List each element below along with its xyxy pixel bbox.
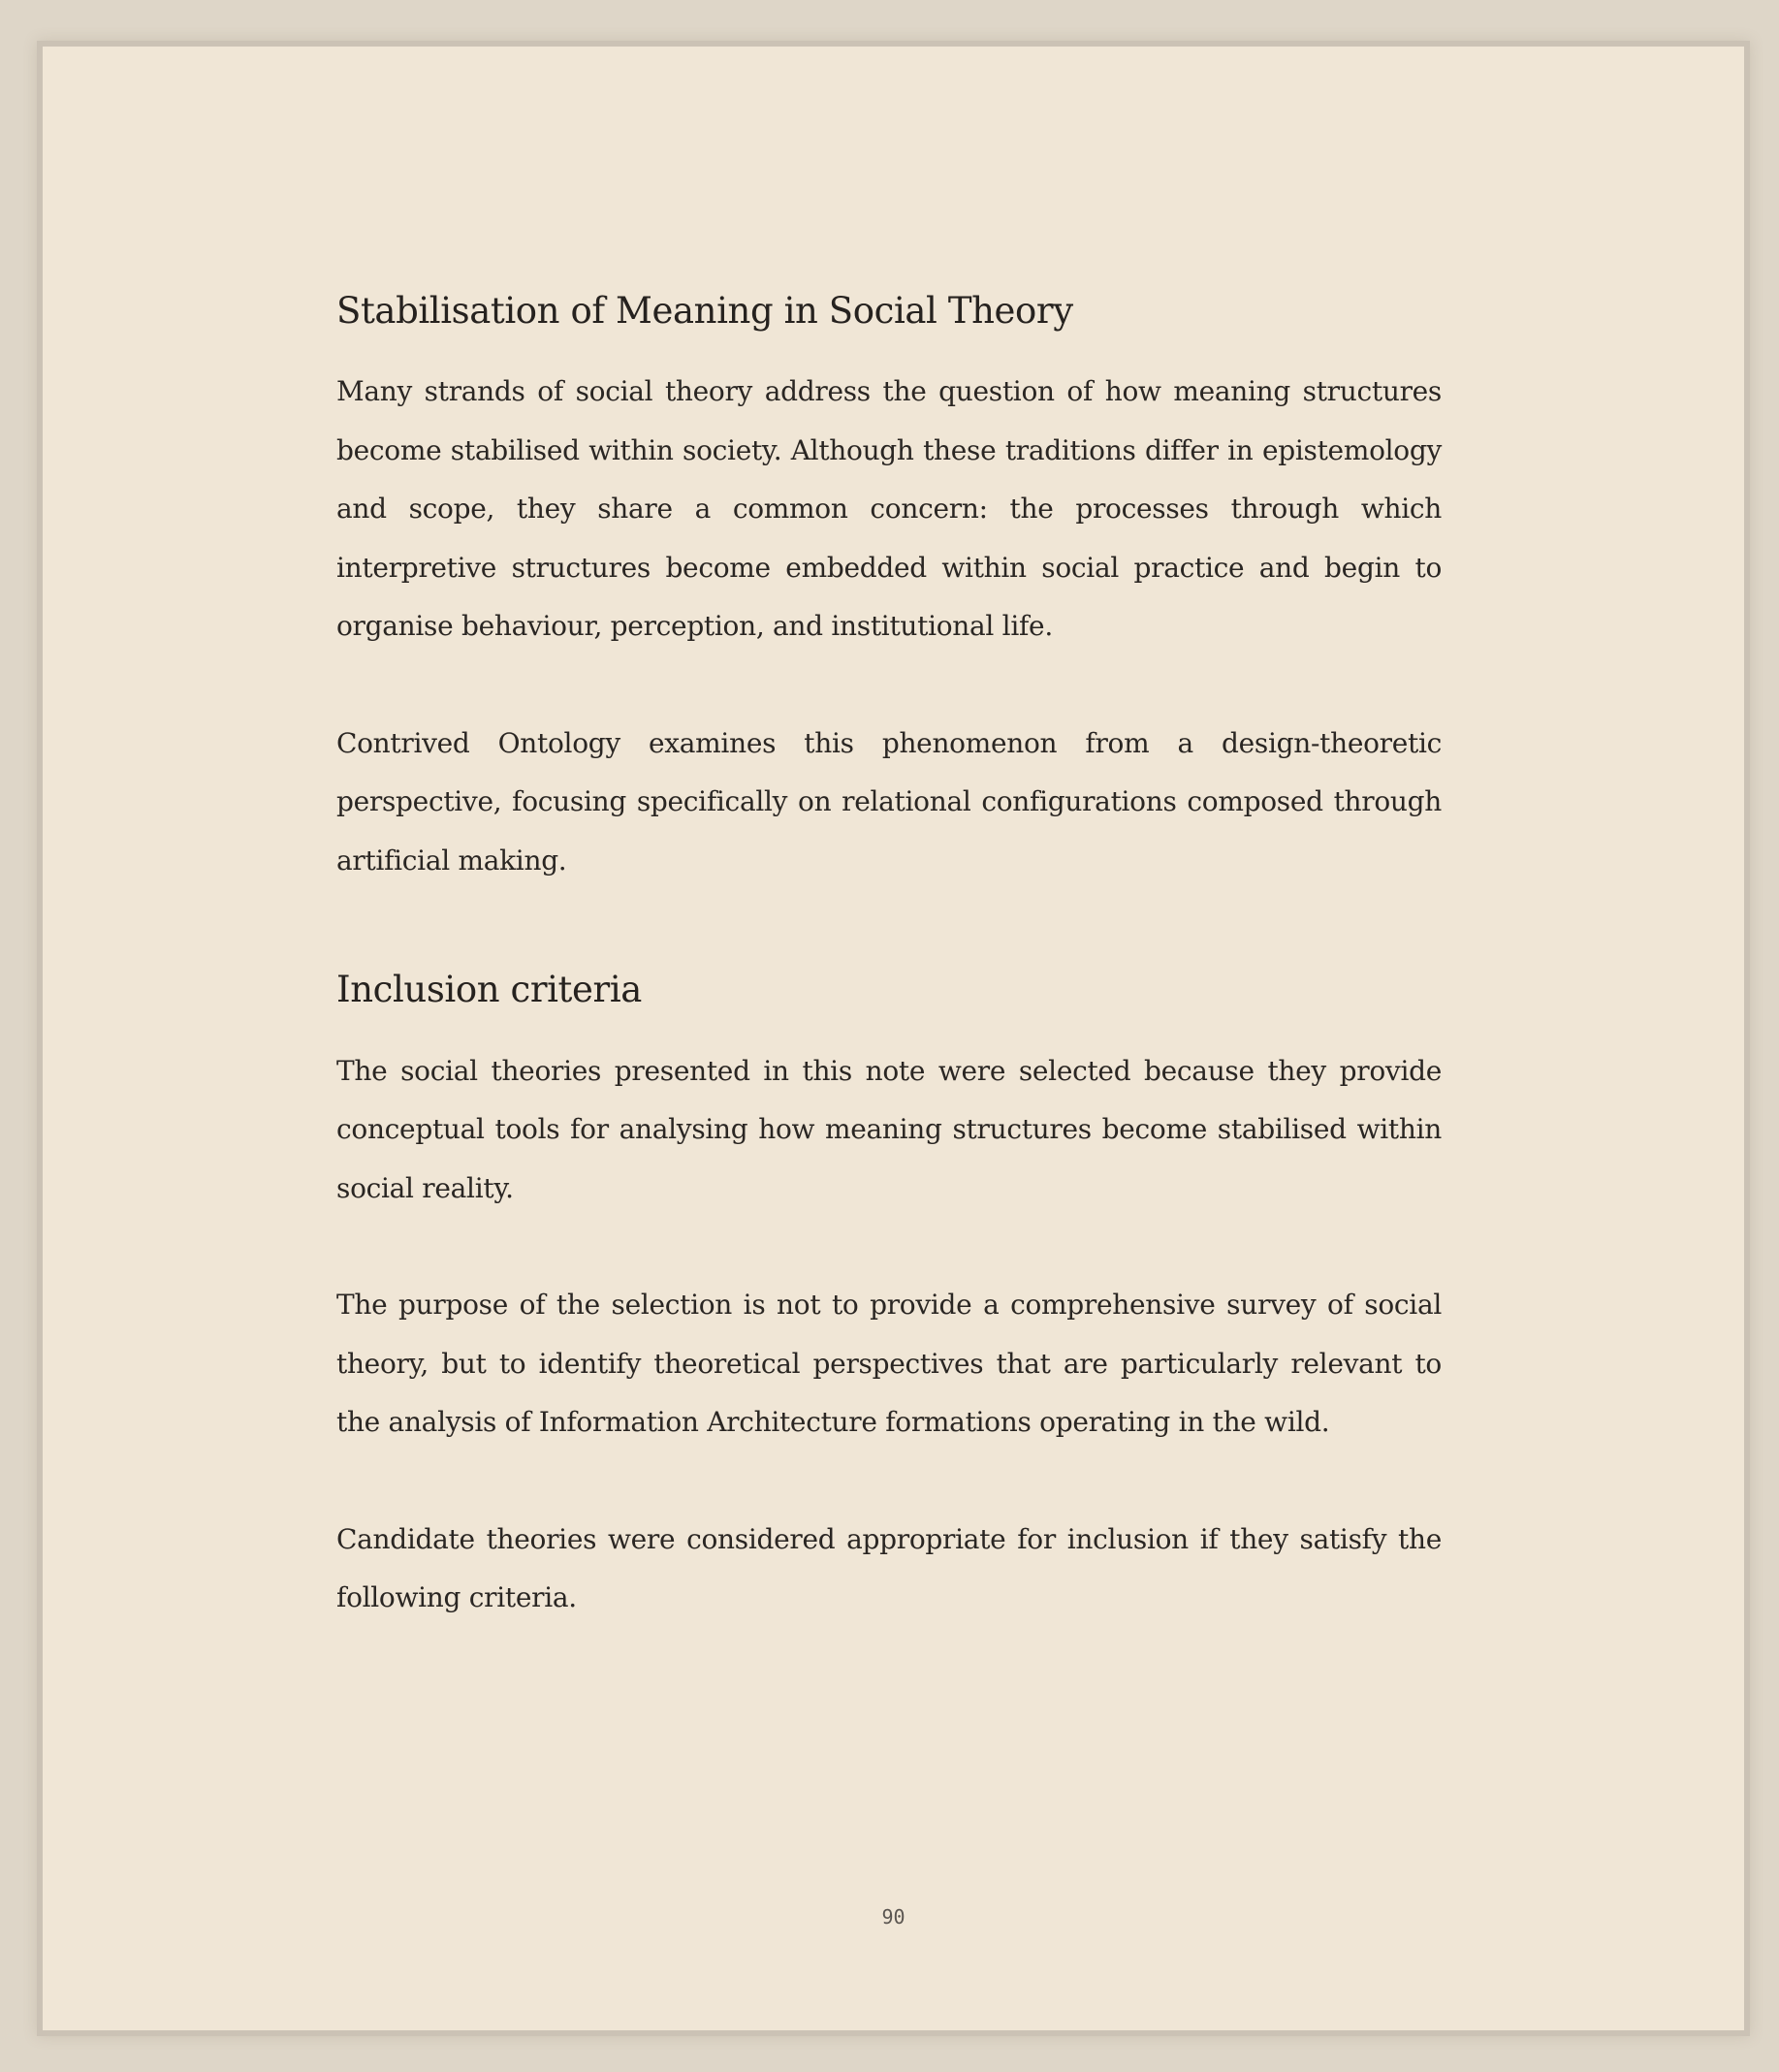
paragraph: The social theories presented in this note were selected because they provide conceptual tools for analysing how meaning structures become stabilised within social reality. — [336, 1054, 1442, 1204]
document-page — [37, 41, 1750, 2036]
page-number: 90 — [881, 1905, 905, 1929]
page-content — [336, 240, 1442, 1628]
paragraph: Contrived Ontology examines this phenomenon from a design-theoretic perspective, focusing specifically on relational configurations composed through artificial making. — [336, 726, 1442, 877]
section-heading-stabilisation: Stabilisation of Meaning in Social Theory — [336, 290, 1073, 332]
paragraph: Many strands of social theory address the question of how meaning structures become stabilised within society. Although these traditions differ in epistemology and scope, they share a common concern: the processes through which interpretive structures become embedded within social practice and begin to organise behaviour, perception, and institutional life. — [336, 375, 1442, 643]
paragraph: Candidate theories were considered appropriate for inclusion if they satisfy the following criteria. — [336, 1522, 1442, 1613]
section-heading-inclusion-criteria: Inclusion criteria — [336, 969, 642, 1011]
paragraph: The purpose of the selection is not to provide a comprehensive survey of social theory, but to identify theoretical perspectives that are particularly relevant to the analysis of Information Architecture formations operating in the wild. — [336, 1289, 1442, 1438]
